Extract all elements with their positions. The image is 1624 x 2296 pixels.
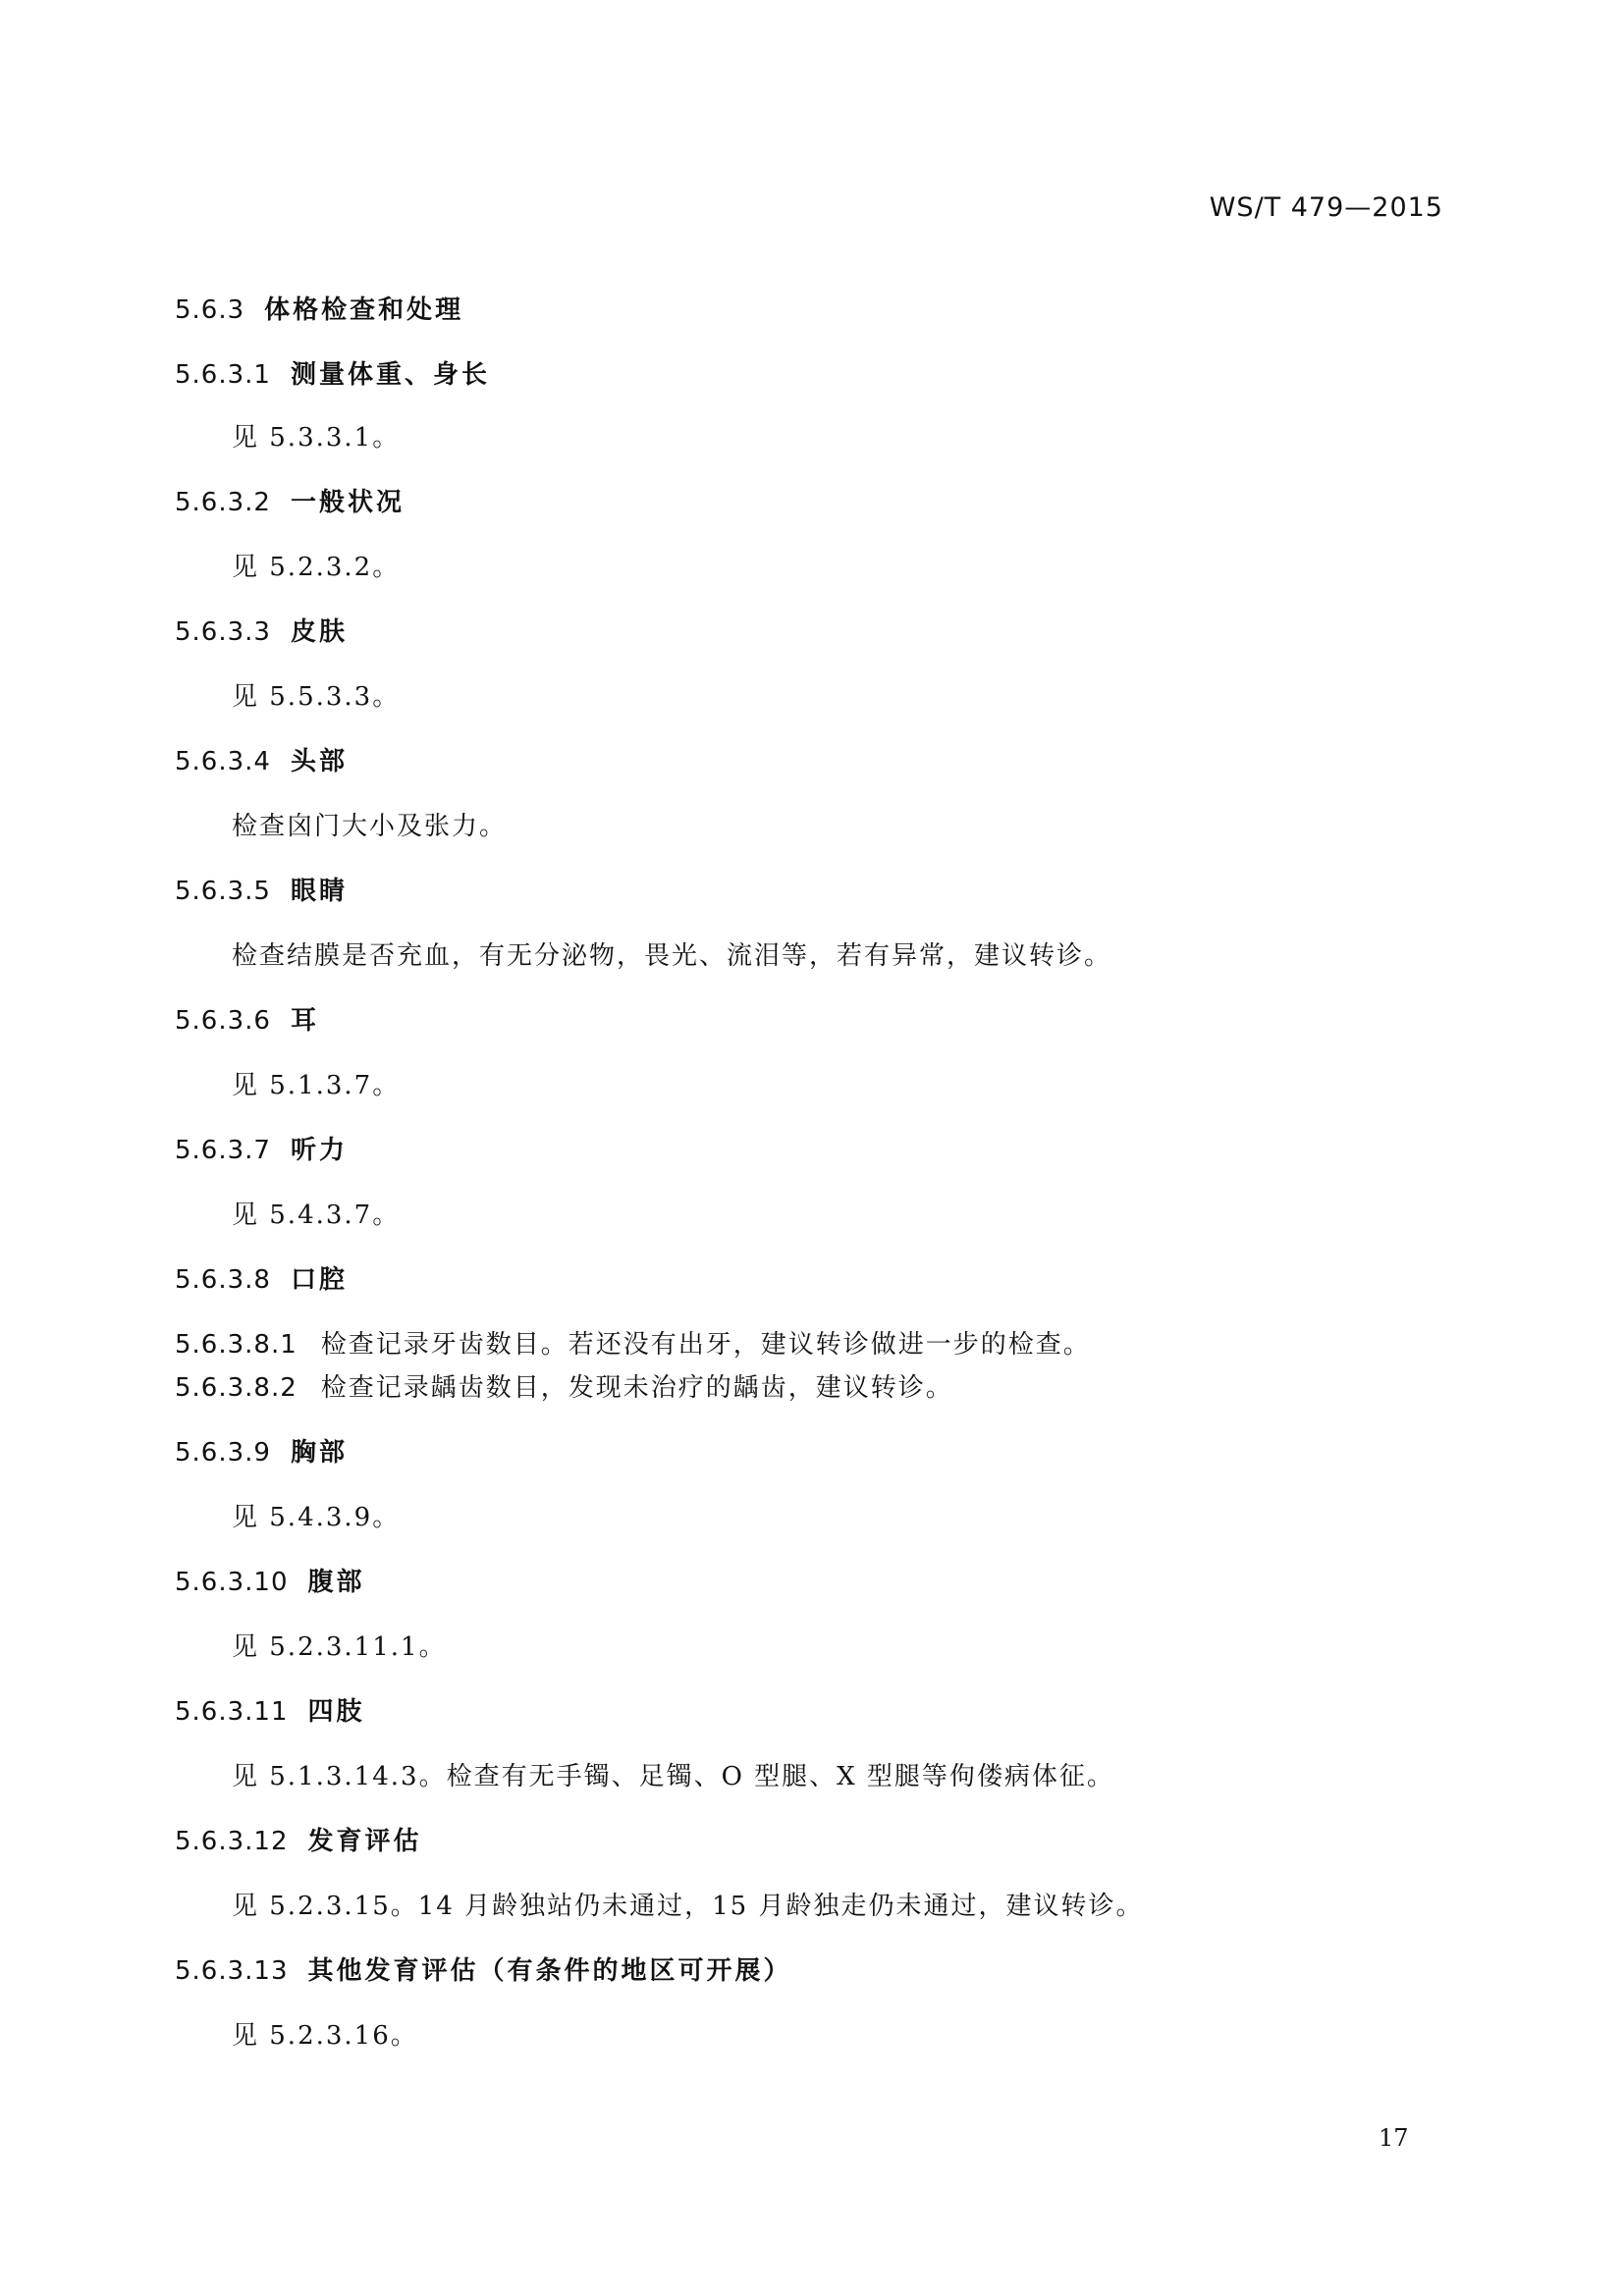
section-heading [175, 1820, 422, 1863]
section-number: 5.6.3.4 [175, 747, 271, 776]
section-title: 四肢 [307, 1697, 365, 1727]
standard-code: WS/T 479—2015 [1209, 192, 1443, 223]
subsection-number: 5.6.3.8.1 [175, 1330, 298, 1360]
section-heading [175, 481, 405, 524]
section-number: 5.6.3.11 [175, 1697, 289, 1727]
section-heading [175, 1258, 348, 1302]
section-number: 5.6.3 [175, 295, 245, 325]
subsection-number: 5.6.3.8.2 [175, 1373, 298, 1403]
section-heading [175, 289, 463, 332]
section-paragraph: 见 5.5.3.3。 [232, 682, 401, 712]
section-heading [175, 1431, 348, 1474]
section-paragraph: 见 5.2.3.15。14 月龄独站仍未通过，15 月龄独走仍未通过，建议转诊。 [232, 1892, 1144, 1921]
subsection-text: 检查记录牙齿数目。若还没有出牙，建议转诊做进一步的检查。 [320, 1330, 1091, 1360]
section-paragraph: 见 5.4.3.7。 [232, 1201, 401, 1230]
section-heading [175, 611, 348, 654]
section-heading [175, 1690, 365, 1734]
section-number: 5.6.3.1 [175, 360, 271, 390]
section-paragraph: 见 5.2.3.16。 [232, 2021, 418, 2051]
section-paragraph: 见 5.4.3.9。 [232, 1503, 401, 1532]
section-title: 眼睛 [290, 877, 348, 906]
section-title: 测量体重、身长 [290, 360, 490, 390]
subsection-item [175, 1366, 953, 1410]
section-paragraph: 见 5.3.3.1。 [232, 423, 401, 453]
section-number: 5.6.3.5 [175, 877, 271, 906]
section-title: 胸部 [290, 1438, 348, 1468]
section-paragraph: 见 5.2.3.11.1。 [232, 1632, 447, 1662]
section-title: 听力 [290, 1136, 348, 1165]
section-heading [175, 1129, 348, 1172]
section-number: 5.6.3.2 [175, 488, 271, 517]
section-number: 5.6.3.6 [175, 1006, 271, 1036]
section-heading [175, 999, 319, 1042]
section-title: 口腔 [290, 1265, 348, 1295]
section-title: 头部 [290, 747, 348, 776]
section-number: 5.6.3.10 [175, 1568, 289, 1597]
section-title: 体格检查和处理 [264, 295, 464, 325]
section-title: 其他发育评估（有条件的地区可开展） [307, 1956, 792, 1986]
section-number: 5.6.3.13 [175, 1956, 289, 1986]
page-number: 17 [1379, 2124, 1409, 2152]
section-number: 5.6.3.8 [175, 1265, 271, 1295]
section-title: 发育评估 [307, 1827, 422, 1856]
section-paragraph: 见 5.1.3.7。 [232, 1071, 401, 1100]
section-heading [175, 353, 490, 397]
section-title: 耳 [290, 1006, 319, 1036]
section-title: 皮肤 [290, 617, 348, 647]
subsection-text: 检查记录龋齿数目，发现未治疗的龋齿，建议转诊。 [320, 1373, 953, 1403]
section-heading [175, 1949, 792, 1993]
section-paragraph: 检查结膜是否充血，有无分泌物，畏光、流泪等，若有异常，建议转诊。 [232, 941, 1112, 971]
section-number: 5.6.3.3 [175, 617, 271, 647]
section-paragraph: 见 5.1.3.14.3。检查有无手镯、足镯、O 型腿、X 型腿等佝偻病体征。 [232, 1762, 1114, 1791]
section-heading [175, 870, 348, 913]
section-heading [175, 740, 348, 783]
section-number: 5.6.3.12 [175, 1827, 289, 1856]
subsection-item [175, 1323, 1091, 1366]
section-number: 5.6.3.9 [175, 1438, 271, 1468]
section-paragraph: 见 5.2.3.2。 [232, 553, 401, 582]
section-title: 一般状况 [290, 488, 405, 517]
section-paragraph: 检查囟门大小及张力。 [232, 812, 508, 841]
section-heading [175, 1561, 365, 1604]
section-number: 5.6.3.7 [175, 1136, 271, 1165]
section-title: 腹部 [307, 1568, 365, 1597]
